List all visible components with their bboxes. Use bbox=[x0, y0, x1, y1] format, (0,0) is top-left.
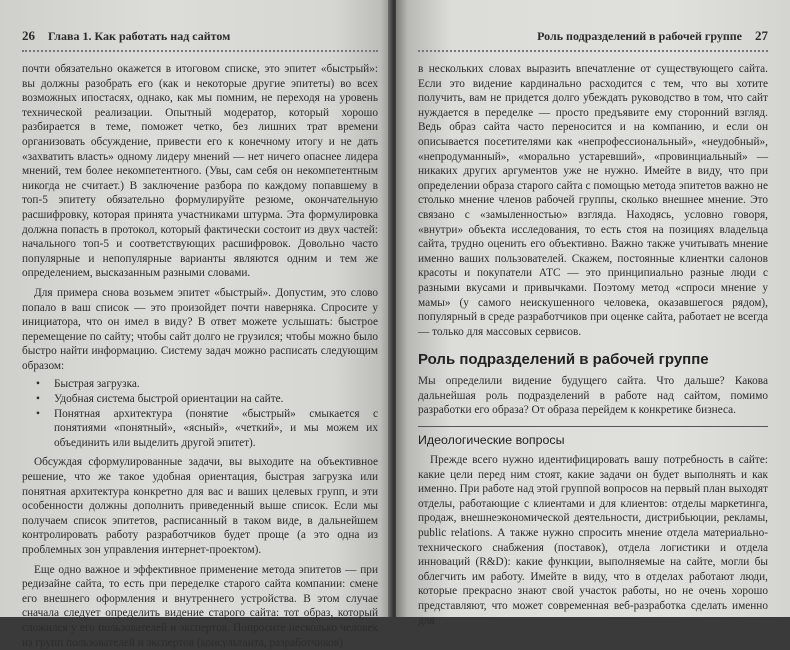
header-divider bbox=[22, 50, 378, 52]
section-heading: Роль подразделений в рабочей группе bbox=[418, 351, 709, 369]
subsection-divider bbox=[418, 426, 768, 427]
running-head: Глава 1. Как работать над сайтом bbox=[48, 29, 231, 43]
running-head: Роль подразделений в рабочей группе bbox=[537, 29, 742, 43]
paragraph: почти обязательно окажется в итоговом списке, это эпитет «быстрый»: вы должны разобрать его (как и некоторые другие эпитеты) во всех возможных ипостасях, однако, как мы помним, не переходя на уровень технической реализации. Опытный модератор, который хорошо разбирается в теме, поможет четко, без лишних трат времени организовать обсуждение, привести его к конечному итогу и не дать «захватить власть» одному лидеру мнений — нет ничего опаснее лидера мнений, тем более некомпетентного. (Увы, сам себя он некомпетентным никогда не считает.) В заключение разбора по каждому попавшему в топ-5 эпитету обязательно формулируйте резюме, окончательную расшифровку, которая принята участниками штурма. Эта формулировка должна попасть в протокол, который фактически состоит из двух частей: начального топ-5 и соответствующих расшифровок. Довольно часто популярные и непопулярные варианты являются одним и тем же определением, высказанным разными словами. bbox=[22, 63, 378, 280]
header-divider bbox=[418, 50, 768, 52]
paragraph: в нескольких словах выразить впечатление от существующего сайта. Если это видение кардинально расходится с тем, что вы хотите получить, вам не придется долго убеждать руководство в том, что сайт нуждается в переделке — просто предъявите ему сторонний взгляд. Ведь образ сайта часто переносится и на компанию, и если он описывается посетителями как «непрофессиональный», «неудобный», «непродуманный», «морально устаревший», «провинциальный» — никаких других аргументов уже не нужно. Имейте в виду, что при определении образа старого сайта с помощью метода эпитетов важно не столько мнение членов рабочей группы, сколько внешнее мнение. Это связано с «замыленностью» взгляда. Находясь, условно говоря, «внутри» объекта исследования, то есть стоя на позициях владельца сайта, трудно оценить его объективно. Важно также учитывать мнение именно ваших пользователей. Скажем, постоянные клиентки салонов красоты и покупатели АТС — это принципиально разные люди с разными вкусами и привычками. Поэтому метод «спроси мнение у мамы» (у самого неискушенного человека, оказавшегося рядом), популярный в среде разработчиков при оценке сайта, работает не всегда — только для массовых сервисов. bbox=[418, 63, 768, 338]
bullet-item: • Быстрая загрузка. bbox=[22, 377, 378, 392]
bullet-list bbox=[22, 377, 378, 450]
left-page bbox=[0, 0, 392, 649]
right-page-header bbox=[418, 28, 768, 44]
subsection-heading: Идеологические вопросы bbox=[418, 433, 565, 448]
paragraph: Для примера снова возьмем эпитет «быстрый». Допустим, это слово попало в ваш список — это произойдет почти наверняка. Спросите у инициатора, что он имел в виду? В ответ можете услышать: быстрое перемещение по сайту; чтобы сайт долго не грузился; чтобы можно было быстро найти информацию. Систему задач можно расписать следующим образом: bbox=[22, 286, 378, 372]
paragraph: Еще одно важное и эффективное применение метода эпитетов — при редизайне сайта, то есть при переделке старого сайта компании: смене его внешнего оформления и внутреннего устройства. В этом случае сначала следует определить видение старого сайта: тот образ, который сложился у его пользователей и экспертов. Попросите несколько человек из групп пользователей и экспертов (консультанта, разработчиков) bbox=[22, 563, 378, 649]
left-page-header bbox=[22, 28, 378, 44]
bullet-item: • Понятная архитектура (понятие «быстрый» смыкается с понятиями «понятный», «ясный», «четкий», и мы можем их объединить или выделить другой эпитет). bbox=[22, 407, 378, 451]
right-page bbox=[396, 0, 790, 627]
bullet-item: • Удобная система быстрой ориентации на сайте. bbox=[22, 392, 378, 407]
paragraph: Прежде всего нужно идентифицировать вашу потребность в сайте: какие цели перед ним стоят, какие задачи он будет выполнять и как именно. При работе над этой группой вопросов на первый план выходят отделы, работающие с клиентами и для клиентов: отделы маркетинга, продаж, внешнеэкономической деятельности, дистрибьюции, рекламы, public relations. А также нужно спросить мнение отдела материально-технического снабжения (поставок), отдела логистики и отдела инноваций (R&D): какие функции, выполняемые на сайте, могли бы облегчить им работу. Имейте в виду, что в отделах работают люди, которые прекрасно знают свой участок работы, но не очень хорошо представляют, что может современная веб-разработка сделать именно для bbox=[418, 454, 768, 627]
paragraph: Мы определили видение будущего сайта. Что дальше? Какова дальнейшая роль подразделений в работе над сайтом, помимо разработки его образа? От образа перейдем к конкретике бизнеса. bbox=[418, 375, 768, 417]
page-number: 27 bbox=[755, 28, 768, 43]
page-number: 26 bbox=[22, 28, 35, 43]
paragraph: Обсуждая сформулированные задачи, вы выходите на объективное решение, что же такое удобная ориентация, быстрая загрузка или понятная архитектура конкретно для вас и ваших целевых групп, и эти особенности должны дополнить приведенный выше список. Если мы получаем список эпитетов, расписанный в таком виде, в дальнейшем контролировать работу разработчиков будет проще (а это одна из проблемных зон управления интернет-проектом). bbox=[22, 456, 378, 556]
